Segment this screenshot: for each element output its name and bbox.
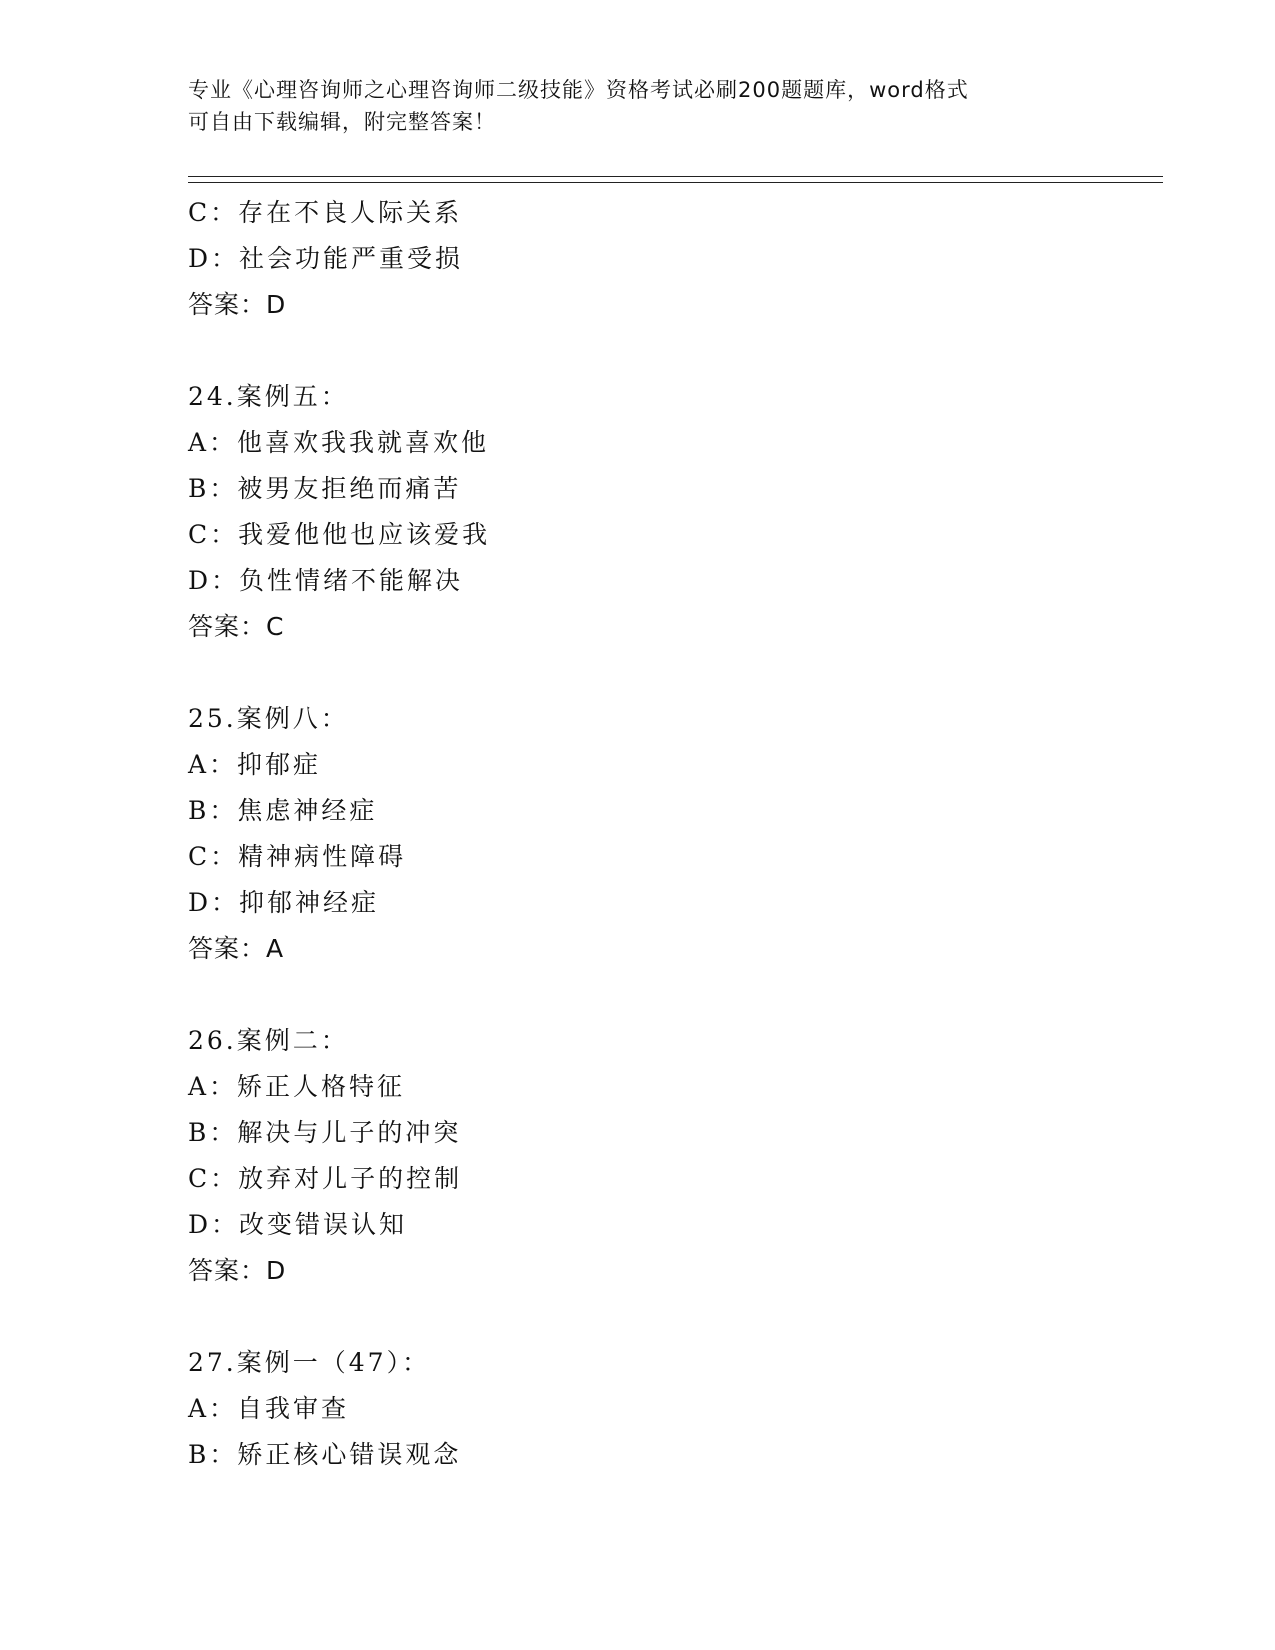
option-a: A：矫正人格特征 [188, 1072, 406, 1101]
question-title: 24.案例五： [188, 382, 349, 411]
option-d: D：负性情绪不能解决 [188, 566, 464, 595]
question-list [188, 190, 1148, 1478]
option-c: C：放弃对儿子的控制 [188, 1164, 463, 1193]
answer-line: 答案：C [188, 612, 285, 641]
question-title: 26.案例二： [188, 1026, 349, 1055]
header-divider-top [188, 176, 1163, 177]
option-d: D：改变错误认知 [188, 1210, 408, 1239]
header-line-1: 专业《心理咨询师之心理咨询师二级技能》资格考试必刷200题题库，word格式 [188, 78, 969, 102]
answer-line: 答案：D [188, 290, 287, 319]
header-divider-bottom [188, 182, 1163, 183]
question-27 [188, 1340, 1148, 1478]
option-b: B：解决与儿子的冲突 [188, 1118, 462, 1147]
answer-line: 答案：A [188, 934, 285, 963]
option-a: A：自我审查 [188, 1394, 350, 1423]
option-a: A：抑郁症 [188, 750, 322, 779]
option-a: A：他喜欢我我就喜欢他 [188, 428, 490, 457]
question-26 [188, 1018, 1148, 1294]
question-title: 25.案例八： [188, 704, 349, 733]
option-b: B：矫正核心错误观念 [188, 1440, 462, 1469]
question-title: 27.案例一（47）： [188, 1348, 431, 1377]
question-24 [188, 374, 1148, 650]
option-c: C：我爱他他也应该爱我 [188, 520, 491, 549]
option-b: B：被男友拒绝而痛苦 [188, 474, 462, 503]
header-line-2: 可自由下载编辑，附完整答案！ [188, 110, 496, 134]
answer-line: 答案：D [188, 1256, 287, 1285]
option-d: D：社会功能严重受损 [188, 244, 464, 273]
option-d: D：抑郁神经症 [188, 888, 380, 917]
option-c: C：存在不良人际关系 [188, 198, 463, 227]
option-c: C：精神病性障碍 [188, 842, 407, 871]
document-header [188, 74, 1088, 138]
question-25 [188, 696, 1148, 972]
option-b: B：焦虑神经症 [188, 796, 378, 825]
